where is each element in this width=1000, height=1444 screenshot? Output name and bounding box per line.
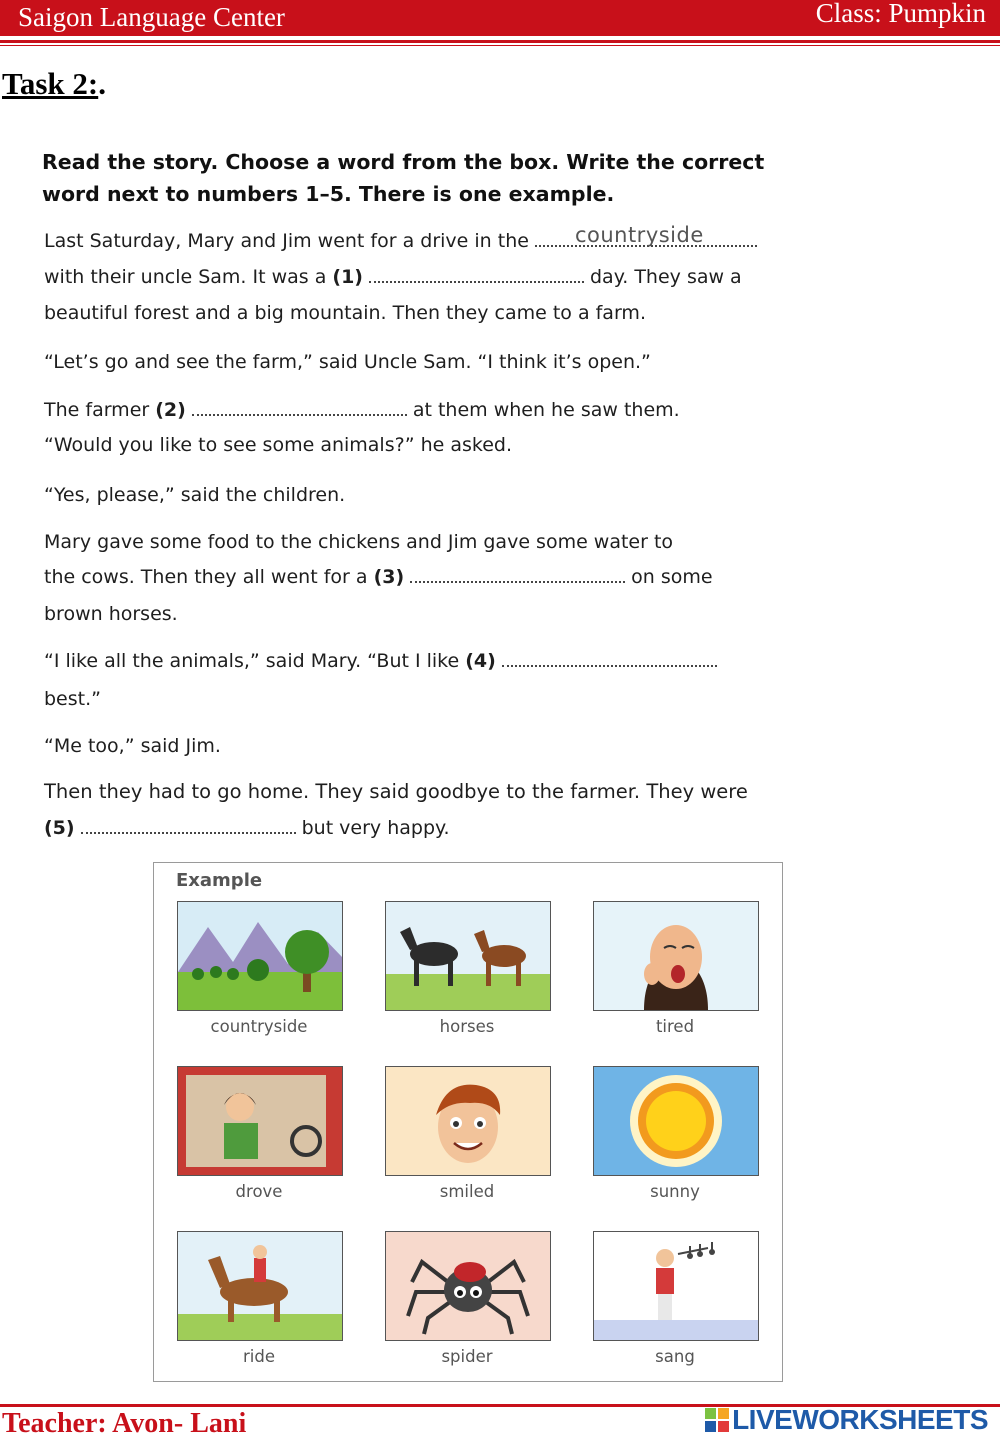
answer-blank-4[interactable] [502, 661, 717, 667]
story-line-12: best.” [44, 688, 101, 710]
word-spider: spider [441, 1347, 493, 1366]
header-divider [0, 40, 1000, 43]
word-sunny: sunny [650, 1182, 700, 1201]
story-line-2: with their uncle Sam. It was a (1) day. They saw a [44, 266, 742, 288]
number-3: (3) [373, 566, 405, 588]
horses-picture [385, 901, 551, 1011]
answer-blank-2[interactable] [192, 410, 407, 416]
story-line-1: Last Saturday, Mary and Jim went for a drive in the countryside [44, 230, 763, 252]
sang-picture [593, 1231, 759, 1341]
instruction-line: Read the story. Choose a word from the box. Write the correct [42, 150, 765, 174]
example-answer: countryside [574, 223, 704, 247]
spider-picture [385, 1231, 551, 1341]
instruction-line: word next to numbers 1–5. There is one example. [42, 182, 615, 206]
word-sang: sang [655, 1347, 695, 1366]
word-ride: ride [243, 1347, 275, 1366]
number-5: (5) [44, 817, 75, 839]
answer-blank-1[interactable] [369, 277, 584, 283]
drove-picture [177, 1066, 343, 1176]
example-blank [535, 223, 757, 247]
school-name: Saigon Language Center [18, 2, 285, 32]
liveworksheets-logo-icon [705, 1408, 729, 1432]
spider-illustration [386, 1232, 550, 1340]
word-countryside: countryside [210, 1017, 308, 1036]
liveworksheets-logo[interactable] [705, 1404, 988, 1436]
header-divider-thin [0, 45, 1000, 46]
smiled-picture [385, 1066, 551, 1176]
task-title: Task 2:. [2, 66, 106, 101]
answer-blank-5[interactable] [81, 828, 296, 834]
story-line-6: “Would you like to see some animals?” he asked. [44, 434, 513, 456]
tired-picture [593, 901, 759, 1011]
word-horses: horses [439, 1017, 495, 1036]
tired-illustration [594, 902, 758, 1010]
horses-illustration [386, 902, 550, 1010]
story-line-15: (5) but very happy. [44, 817, 450, 839]
number-4: (4) [465, 650, 496, 672]
page-header [0, 0, 1000, 36]
teacher-name: Teacher: Avon- Lani [2, 1408, 247, 1439]
sunny-illustration [594, 1067, 758, 1175]
number-2: (2) [155, 399, 186, 421]
story-line-10: brown horses. [44, 603, 178, 625]
ride-illustration [178, 1232, 342, 1340]
word-drove: drove [235, 1182, 283, 1201]
smiled-illustration [386, 1067, 550, 1175]
story-line-14: Then they had to go home. They said goodbye to the farmer. They were [44, 780, 748, 803]
story-line-8: Mary gave some food to the chickens and Jim gave some water to [44, 531, 674, 553]
story-line-7: “Yes, please,” said the children. [44, 484, 346, 506]
class-label: Class: Pumpkin [815, 0, 986, 28]
brand-text: LIVEWORKSHEETS [732, 1404, 988, 1435]
story-line-13: “Me too,” said Jim. [44, 735, 221, 757]
story-line-4: “Let’s go and see the farm,” said Uncle Sam. “I think it’s open.” [44, 351, 651, 373]
countryside-illustration [178, 902, 342, 1010]
word-smiled: smiled [439, 1182, 495, 1201]
story-line-3: beautiful forest and a big mountain. Then they came to a farm. [44, 302, 646, 324]
drove-illustration [178, 1067, 342, 1175]
story-line-11: “I like all the animals,” said Mary. “But I like (4) [44, 650, 723, 672]
sunny-picture [593, 1066, 759, 1176]
ride-picture [177, 1231, 343, 1341]
sang-illustration [594, 1232, 758, 1340]
story-line-5: The farmer (2) at them when he saw them. [44, 399, 680, 421]
word-tired: tired [655, 1017, 695, 1036]
word-box-title: Example [176, 870, 263, 891]
story-line-9: the cows. Then they all went for a (3) on some [44, 566, 713, 588]
number-1: (1) [332, 266, 363, 288]
instructions [42, 146, 902, 210]
answer-blank-3[interactable] [410, 577, 625, 583]
countryside-picture [177, 901, 343, 1011]
